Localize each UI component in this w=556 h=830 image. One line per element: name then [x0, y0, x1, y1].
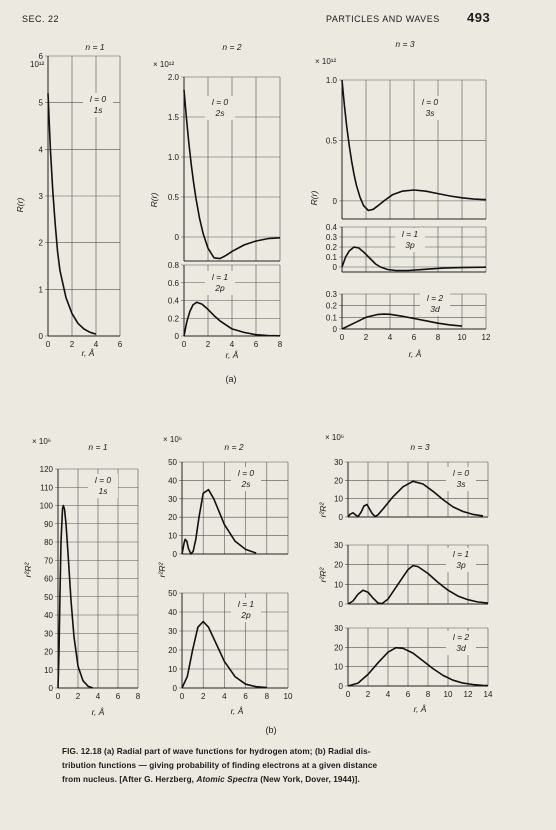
x-tick-label: 0	[181, 340, 187, 349]
y-tick-label: 0.3	[325, 290, 337, 299]
chart-a-n2-2s	[149, 42, 280, 261]
x-tick-label: 12	[463, 690, 473, 699]
y-tick-label: 30	[334, 624, 343, 633]
y-tick-label: 20	[168, 646, 177, 655]
y-tick-label: 20	[334, 476, 343, 486]
chart-b-n2-2s	[157, 435, 288, 577]
y-tick-label: 0	[332, 196, 337, 206]
x-tick-label: 8	[264, 692, 270, 701]
y-tick-label: 0	[48, 684, 53, 693]
running-title: PARTICLES AND WAVES	[326, 14, 440, 24]
x-tick-label: 8	[435, 333, 441, 342]
page-number: 493	[467, 10, 491, 25]
chart-b-n3-3d	[334, 624, 493, 714]
y-tick-label: 20	[334, 560, 343, 570]
y-tick-label: 50	[168, 458, 177, 467]
y-tick-label: 20	[334, 643, 343, 653]
y-tick-label: 10	[168, 531, 177, 541]
x-axis-label: r, Å	[230, 706, 244, 716]
y-tick-label: 10	[334, 662, 343, 672]
y-tick-label: 2.0	[167, 73, 179, 82]
x-tick-label: 2	[75, 692, 81, 701]
y-tick-label: 80	[44, 538, 53, 547]
y-tick-label: 30	[334, 541, 343, 550]
x-axis-label: r, Å	[413, 704, 427, 714]
y-tick-label: 0	[338, 600, 343, 609]
y-tick-label: 10	[334, 580, 343, 590]
y-tick-label: 1	[38, 285, 43, 295]
y-tick-label: 3	[38, 192, 43, 201]
y-tick-label: 1.5	[167, 113, 179, 122]
quantum-number-label: l = 0	[89, 94, 107, 104]
y-tick-label: 0	[174, 233, 179, 242]
y-axis-label: R(r)	[15, 197, 25, 213]
panel-label-b: (b)	[265, 725, 277, 735]
y-tick-label: 6	[38, 52, 43, 61]
y-tick-label: 1.0	[167, 153, 179, 162]
chart-title: n = 1	[88, 442, 108, 452]
caption-line-2: tribution functions — giving probability of finding electrons at a given distance	[62, 761, 378, 770]
x-tick-label: 0	[179, 692, 185, 701]
x-tick-label: 12	[481, 333, 491, 342]
chart-b-n3-3s	[318, 433, 488, 522]
chart-title: n = 2	[222, 42, 242, 52]
y-axis-label: R(r)	[149, 192, 159, 208]
chart-title: n = 2	[224, 442, 244, 452]
x-tick-label: 10	[443, 690, 453, 699]
scale-multiplier: × 10⁶	[32, 437, 52, 446]
y-tick-label: 30	[168, 627, 177, 636]
series-curve	[342, 314, 462, 329]
series-curve	[182, 490, 256, 554]
chart-a-n3-3s	[309, 39, 486, 219]
quantum-number-label: l = 1	[237, 599, 255, 609]
y-tick-label: 0.2	[167, 314, 179, 324]
x-axis-label: r, Å	[91, 707, 105, 717]
y-tick-label: 0	[174, 332, 179, 341]
caption-credit-post: (New York, Dover, 1944)].	[257, 775, 360, 784]
x-tick-label: 4	[95, 692, 101, 701]
y-axis-label: R(r)	[309, 190, 319, 206]
orbital-label: 1s	[98, 486, 108, 496]
caption-line-3-text: from nucleus.	[62, 775, 117, 784]
x-tick-label: 0	[345, 690, 351, 699]
y-tick-label: 30	[168, 494, 177, 504]
y-axis-label: r²R²	[157, 562, 167, 578]
chart-b-n3-3p	[318, 541, 488, 609]
chart-a-n3-3p	[326, 223, 486, 272]
chart-title: n = 3	[395, 39, 415, 49]
x-tick-label: 6	[411, 333, 417, 342]
caption-line-3	[62, 773, 462, 787]
y-tick-label: 1.0	[325, 76, 337, 85]
y-tick-label: 10	[334, 494, 343, 504]
y-tick-label: 0.5	[325, 136, 337, 146]
x-axis-label: r, Å	[408, 349, 422, 359]
y-tick-label: 0.8	[167, 261, 179, 270]
orbital-label: 2s	[215, 108, 225, 118]
y-tick-label: 0	[172, 550, 177, 559]
quantum-number-label: l = 0	[237, 468, 255, 478]
y-tick-label: 0.2	[325, 301, 337, 311]
y-tick-label: 40	[168, 476, 177, 486]
x-tick-label: 4	[222, 692, 227, 701]
caption-credit-book: Atomic Spectra	[196, 775, 258, 784]
x-tick-label: 8	[277, 340, 283, 349]
chart-title: n = 1	[85, 42, 105, 52]
x-tick-label: 2	[205, 340, 211, 349]
y-tick-label: 2	[38, 238, 43, 248]
quantum-number-label: l = 2	[426, 293, 444, 303]
y-tick-label: 40	[44, 611, 53, 620]
y-tick-label: 0.4	[325, 223, 337, 232]
x-tick-label: 0	[45, 340, 51, 349]
chart-a-n2-2p	[168, 261, 283, 360]
orbital-label: 1s	[93, 105, 103, 115]
x-tick-label: 14	[483, 690, 493, 699]
orbital-label: 3p	[405, 240, 415, 250]
quantum-number-label: l = 0	[94, 475, 112, 485]
y-tick-label: 100	[39, 501, 53, 511]
y-tick-label: 50	[44, 592, 53, 602]
y-tick-label: 30	[44, 629, 53, 639]
y-axis-label: r²R²	[23, 562, 33, 578]
caption-line-1: FIG. 12.18 (a) Radial part of wave functions for hydrogen atom; (b) Radial dis-	[62, 747, 371, 756]
orbital-label: 3s	[456, 479, 466, 489]
quantum-number-label: l = 0	[421, 97, 439, 107]
y-tick-label: 0	[332, 263, 337, 272]
y-tick-label: 10	[44, 665, 53, 675]
y-tick-label: 120	[39, 465, 53, 474]
orbital-label: 3d	[430, 304, 440, 314]
y-tick-label: 0	[338, 513, 343, 522]
section-label: SEC. 22	[22, 14, 60, 24]
figure-caption	[62, 745, 462, 787]
y-tick-label: 70	[44, 556, 53, 566]
x-tick-label: 6	[243, 692, 248, 701]
x-tick-label: 0	[55, 692, 61, 701]
x-tick-label: 4	[387, 333, 393, 342]
quantum-number-label: l = 1	[211, 272, 229, 282]
orbital-label: 2p	[241, 610, 251, 620]
chart-a-n1	[15, 42, 123, 358]
scale-multiplier: 10¹²	[30, 60, 45, 69]
x-tick-label: 4	[229, 340, 235, 349]
chart-title: n = 3	[410, 442, 430, 452]
y-tick-label: 0.3	[325, 233, 337, 242]
x-tick-label: 6	[117, 340, 123, 349]
x-tick-label: 2	[363, 333, 369, 342]
x-tick-label: 6	[253, 340, 259, 349]
y-tick-label: 0	[332, 325, 337, 334]
quantum-number-label: l = 1	[401, 229, 419, 239]
y-tick-label: 4	[38, 145, 43, 155]
x-tick-label: 2	[69, 340, 75, 349]
y-tick-label: 40	[168, 608, 177, 617]
y-tick-label: 0	[338, 682, 343, 691]
orbital-label: 2s	[241, 479, 251, 489]
y-tick-label: 50	[168, 589, 177, 598]
quantum-number-label: l = 0	[211, 97, 229, 107]
y-tick-label: 0	[172, 684, 177, 693]
y-tick-label: 5	[38, 98, 43, 108]
orbital-label: 2p	[215, 283, 225, 293]
y-tick-label: 20	[44, 647, 53, 657]
scale-multiplier: × 10⁶	[325, 433, 345, 442]
x-tick-label: 10	[457, 333, 467, 342]
x-axis-label: r, Å	[225, 350, 239, 360]
chart-a-n3-3d	[326, 290, 491, 359]
y-tick-label: 0.4	[167, 296, 179, 306]
x-tick-label: 2	[200, 692, 206, 701]
x-tick-label: 10	[283, 692, 293, 701]
caption-credit-pre: [After G. Herzberg,	[119, 775, 197, 784]
x-tick-label: 0	[339, 333, 345, 342]
y-axis-label: r²R²	[318, 567, 328, 583]
quantum-number-label: l = 2	[452, 632, 470, 642]
x-tick-label: 6	[115, 692, 121, 701]
x-tick-label: 6	[405, 690, 411, 699]
orbital-label: 3d	[456, 643, 466, 653]
y-tick-label: 0.2	[325, 243, 337, 252]
y-tick-label: 0.1	[325, 313, 337, 323]
x-tick-label: 8	[135, 692, 141, 701]
y-tick-label: 20	[168, 513, 177, 523]
y-tick-label: 110	[40, 483, 53, 493]
y-tick-label: 90	[44, 519, 53, 529]
x-axis-label: r, Å	[81, 348, 95, 358]
y-tick-label: 10	[168, 665, 177, 674]
x-tick-label: 8	[425, 690, 431, 699]
chart-b-n1	[23, 437, 141, 717]
orbital-label: 3p	[456, 560, 466, 570]
orbital-label: 3s	[425, 108, 435, 118]
quantum-number-label: l = 0	[452, 468, 470, 478]
panel-label-a: (a)	[225, 374, 237, 384]
quantum-number-label: l = 1	[452, 549, 470, 559]
y-axis-label: r²R²	[318, 502, 328, 518]
chart-b-n2-2p	[168, 589, 293, 716]
x-tick-label: 4	[93, 340, 99, 349]
scale-multiplier: × 10¹²	[153, 60, 175, 69]
y-tick-label: 0.5	[167, 193, 179, 202]
y-tick-label: 30	[334, 458, 343, 467]
x-tick-label: 2	[365, 690, 371, 699]
scale-multiplier: × 10⁶	[163, 435, 183, 444]
y-tick-label: 60	[44, 574, 53, 584]
y-tick-label: 0	[38, 332, 43, 341]
x-tick-label: 4	[385, 690, 391, 699]
y-tick-label: 0.6	[167, 278, 179, 288]
y-tick-label: 0.1	[325, 253, 337, 262]
scale-multiplier: × 10¹²	[315, 57, 337, 66]
